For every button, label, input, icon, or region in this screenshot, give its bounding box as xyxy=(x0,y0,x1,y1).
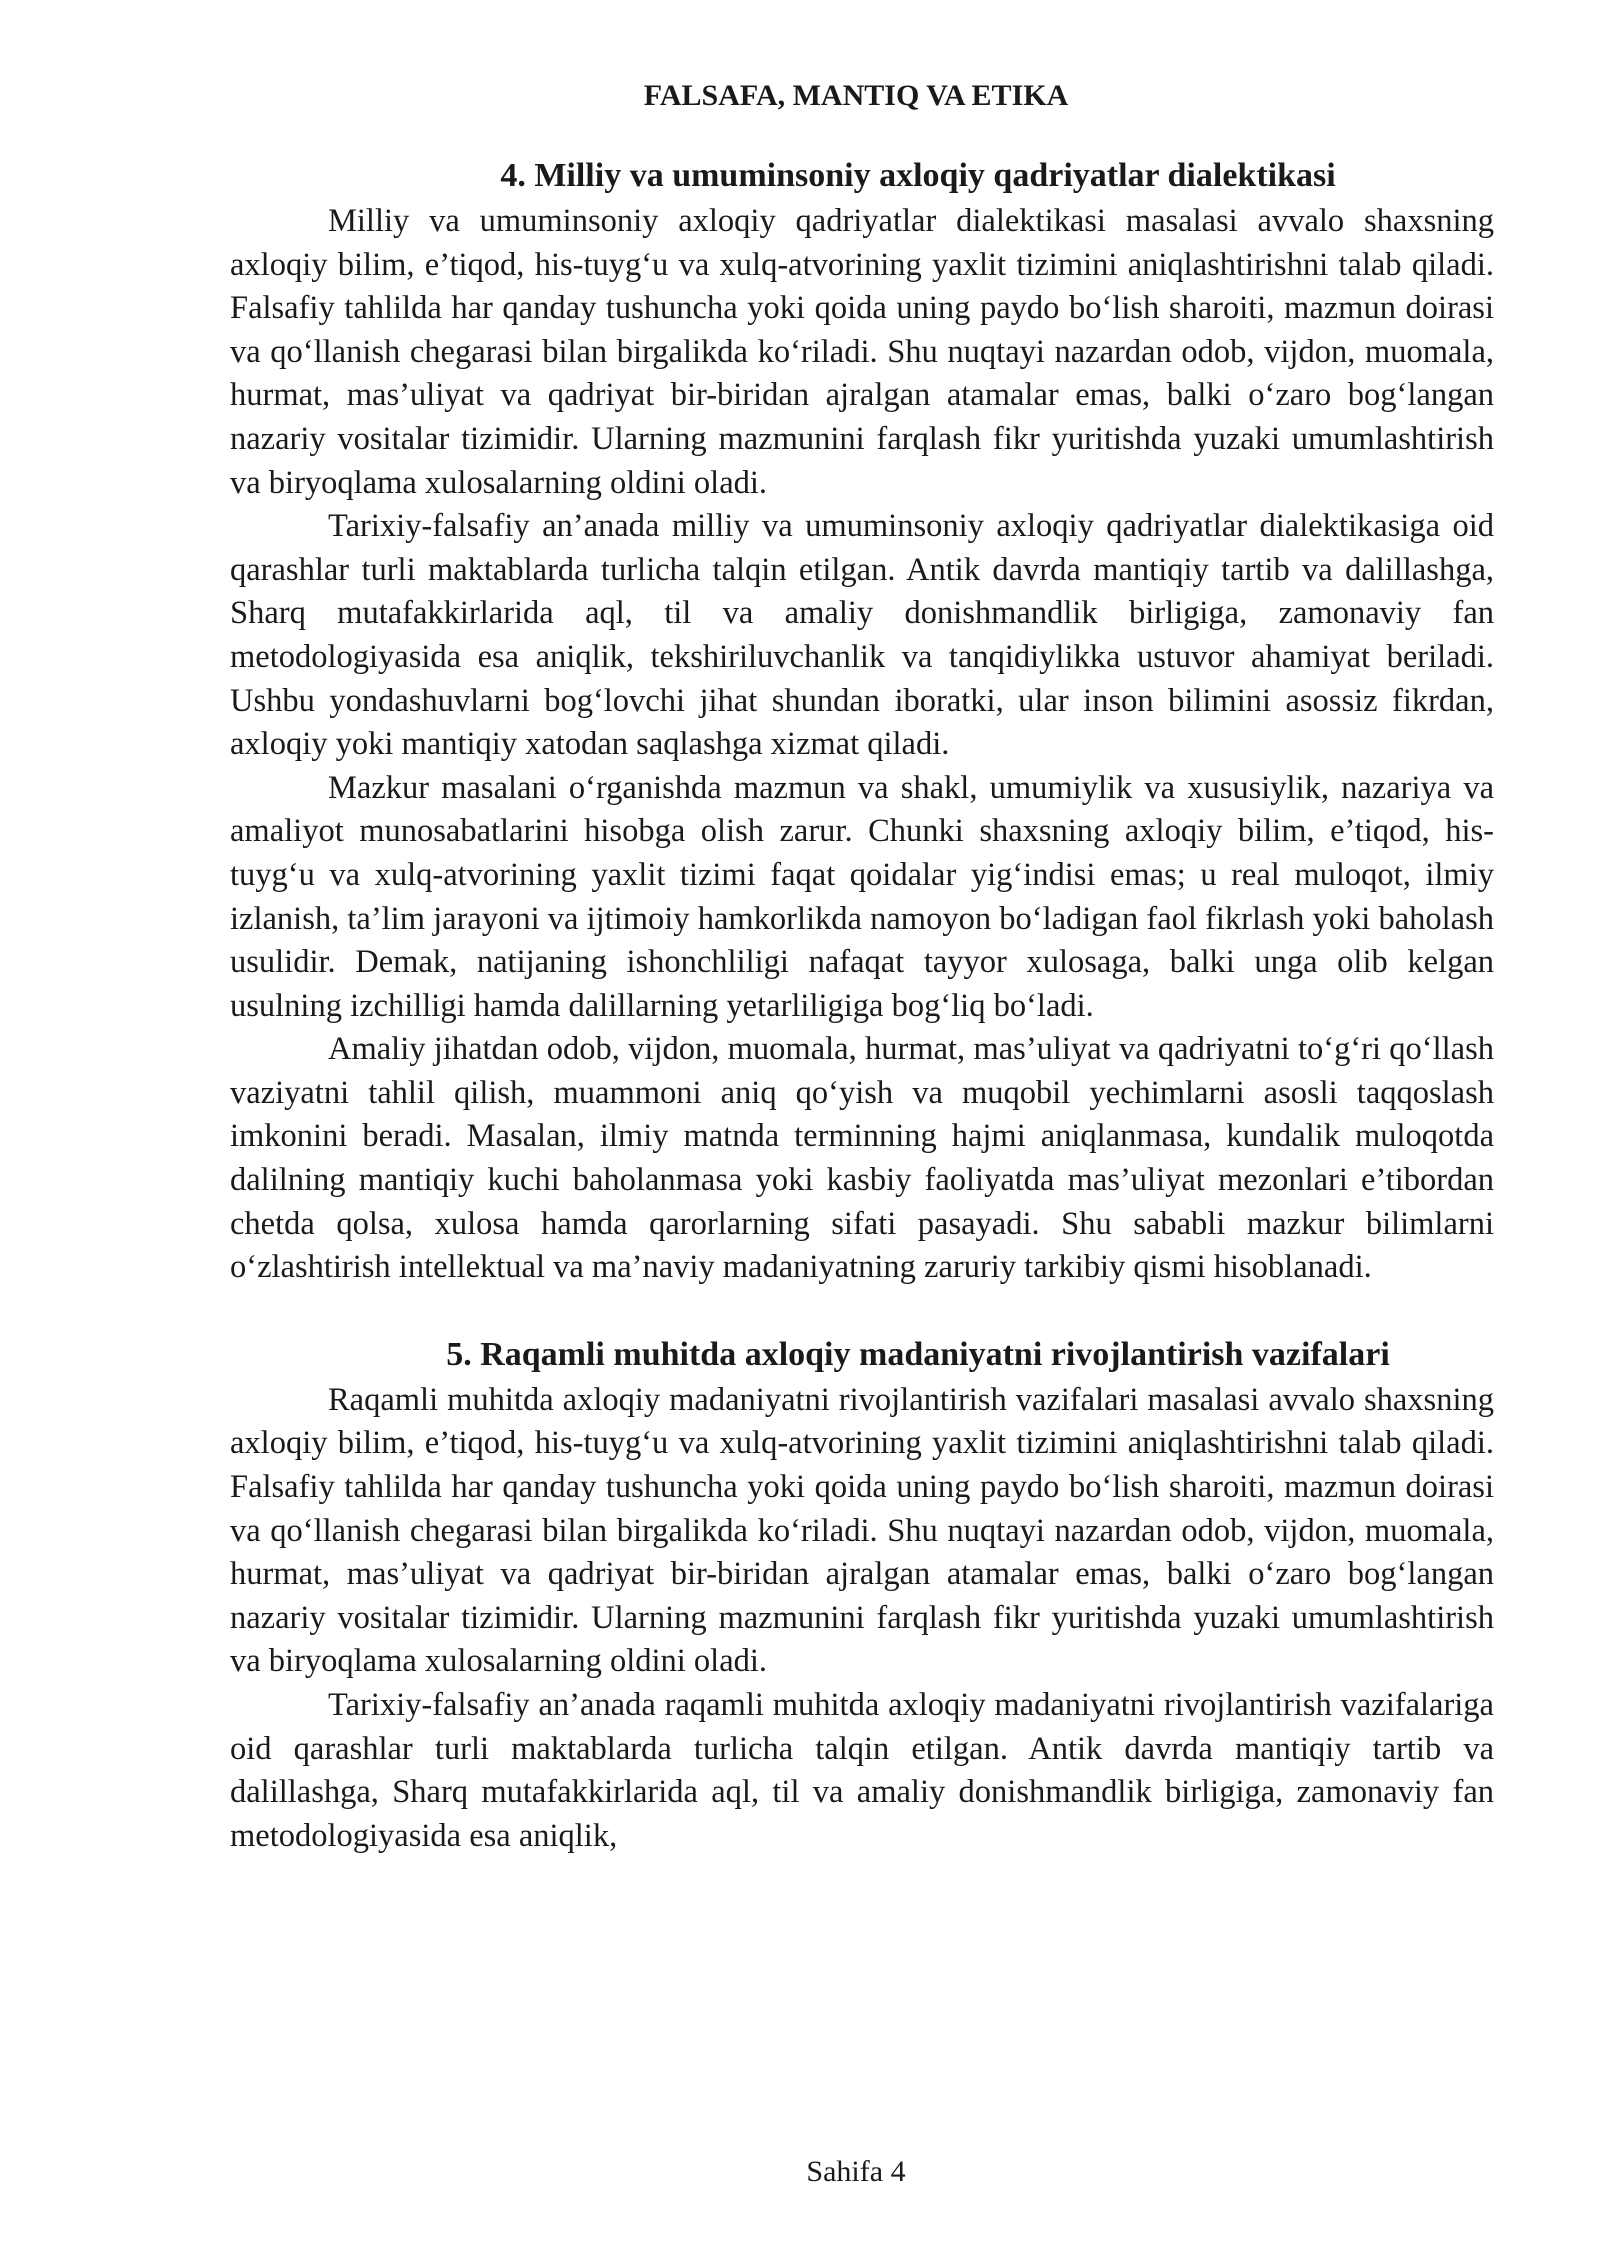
section-5 xyxy=(230,1331,1494,1859)
section-title: 5. Raqamli muhitda axloqiy madaniyatni rivojlantirish vazifalari xyxy=(446,1335,1390,1373)
section-spacer xyxy=(230,1290,1494,1331)
section-4 xyxy=(230,152,1494,1290)
section-title: 4. Milliy va umuminsoniy axloqiy qadriyatlar dialektikasi xyxy=(500,157,1336,194)
paragraph: Tarixiy-falsafiy an’anada raqamli muhitda axloqiy madaniyatni rivojlantirish vazifalariga oid qarashlar turli maktablarda turlicha talqin etilgan. Antik davrda mantiqiy tartib va dalillashga, Sharq mutafakkirlarida aql, til va amaliy donishmandlik birligiga, zamonaviy fan metodologiyasida esa aniqlik, xyxy=(230,1687,1494,1854)
running-header: FALSAFA, MANTIQ VA ETIKA xyxy=(643,79,1069,112)
page-number: Sahifa 4 xyxy=(806,2155,906,2188)
paragraph: Milliy va umuminsoniy axloqiy qadriyatlar dialektikasi masalasi avvalo shaxsning axloqiy bilim, e’tiqod, his-tuyg‘u va xulq-atvorining yaxlit tizimini aniqlashtirishni talab qiladi. Falsafiy tahlilda har qanday tushuncha yoki qoida uning paydo bo‘lish sharoiti, mazmun doirasi va qo‘llanish chegarasi bilan birgalikda ko‘riladi. Shu nuqtayi nazardan odob, vijdon, muomala, hurmat, mas’uliyat va qadriyat bir-biridan ajralgan atamalar emas, balki o‘zaro bog‘langan nazariy vositalar tizimidir. Ularning mazmunini farqlash fikr yuritishda yuzaki umumlashtirish va biryoqlama xulosalarning oldini oladi. xyxy=(230,203,1494,501)
paragraph: Raqamli muhitda axloqiy madaniyatni rivojlantirish vazifalari masalasi avvalo shaxsning axloqiy bilim, e’tiqod, his-tuyg‘u va xulq-atvorining yaxlit tizimini aniqlashtirishni talab qiladi. Falsafiy tahlilda har qanday tushuncha yoki qoida uning paydo bo‘lish sharoiti, mazmun doirasi va qo‘llanish chegarasi bilan birgalikda ko‘riladi. Shu nuqtayi nazardan odob, vijdon, muomala, hurmat, mas’uliyat va qadriyat bir-biridan ajralgan atamalar emas, balki o‘zaro bog‘langan nazariy vositalar tizimidir. Ularning mazmunini farqlash fikr yuritishda yuzaki umumlashtirish va biryoqlama xulosalarning oldini oladi. xyxy=(230,1381,1494,1680)
paragraph: Amaliy jihatdan odob, vijdon, muomala, hurmat, mas’uliyat va qadriyatni to‘g‘ri qo‘llash vaziyatni tahlil qilish, muammoni aniq qo‘yish va muqobil yechimlarni asosli taqqoslash imkonini beradi. Masalan, ilmiy matnda terminning hajmi aniqlanmasa, kundalik muloqotda dalilning mantiqiy kuchi baholanmasa yoki kasbiy faoliyatda mas’uliyat mezonlari e’tibordan chetda qolsa, xulosa hamda qarorlarning sifati pasayadi. Shu sababli mazkur bilimlarni o‘zlashtirish intellektual va ma’naviy madaniyatning zaruriy tarkibiy qismi hisoblanadi. xyxy=(230,1031,1494,1286)
paragraph: Tarixiy-falsafiy an’anada milliy va umuminsoniy axloqiy qadriyatlar dialektikasiga oid qarashlar turli maktablarda turlicha talqin etilgan. Antik davrda mantiqiy tartib va dalillashga, Sharq mutafakkirlarida aql, til va amaliy donishmandlik birligiga, zamonaviy fan metodologiyasida esa aniqlik, tekshiriluvchanlik va tanqidiylikka ustuvor ahamiyat beriladi. Ushbu yondashuvlarni bog‘lovchi jihat shundan iboratki, ular inson bilimini asossiz fikrdan, axloqiy yoki mantiqiy xatodan saqlashga xizmat qiladi. xyxy=(230,508,1494,763)
paragraph: Mazkur masalani o‘rganishda mazmun va shakl, umumiylik va xususiylik, nazariya va amaliyot munosabatlarini hisobga olish zarur. Chunki shaxsning axloqiy bilim, e’tiqod, his-tuyg‘u va xulq-atvorining yaxlit tizimi faqat qoidalar yig‘indisi emas; u real muloqot, ilmiy izlanish, ta’lim jarayoni va ijtimoiy hamkorlikda namoyon bo‘ladigan faol fikrlash yoki baholash usulidir. Demak, natijaning ishonchliligi nafaqat tayyor xulosaga, balki unga olib kelgan usulning izchilligi hamda dalillarning yetarliligiga bog‘liq bo‘ladi. xyxy=(230,769,1494,1024)
page-body xyxy=(230,152,1494,1858)
